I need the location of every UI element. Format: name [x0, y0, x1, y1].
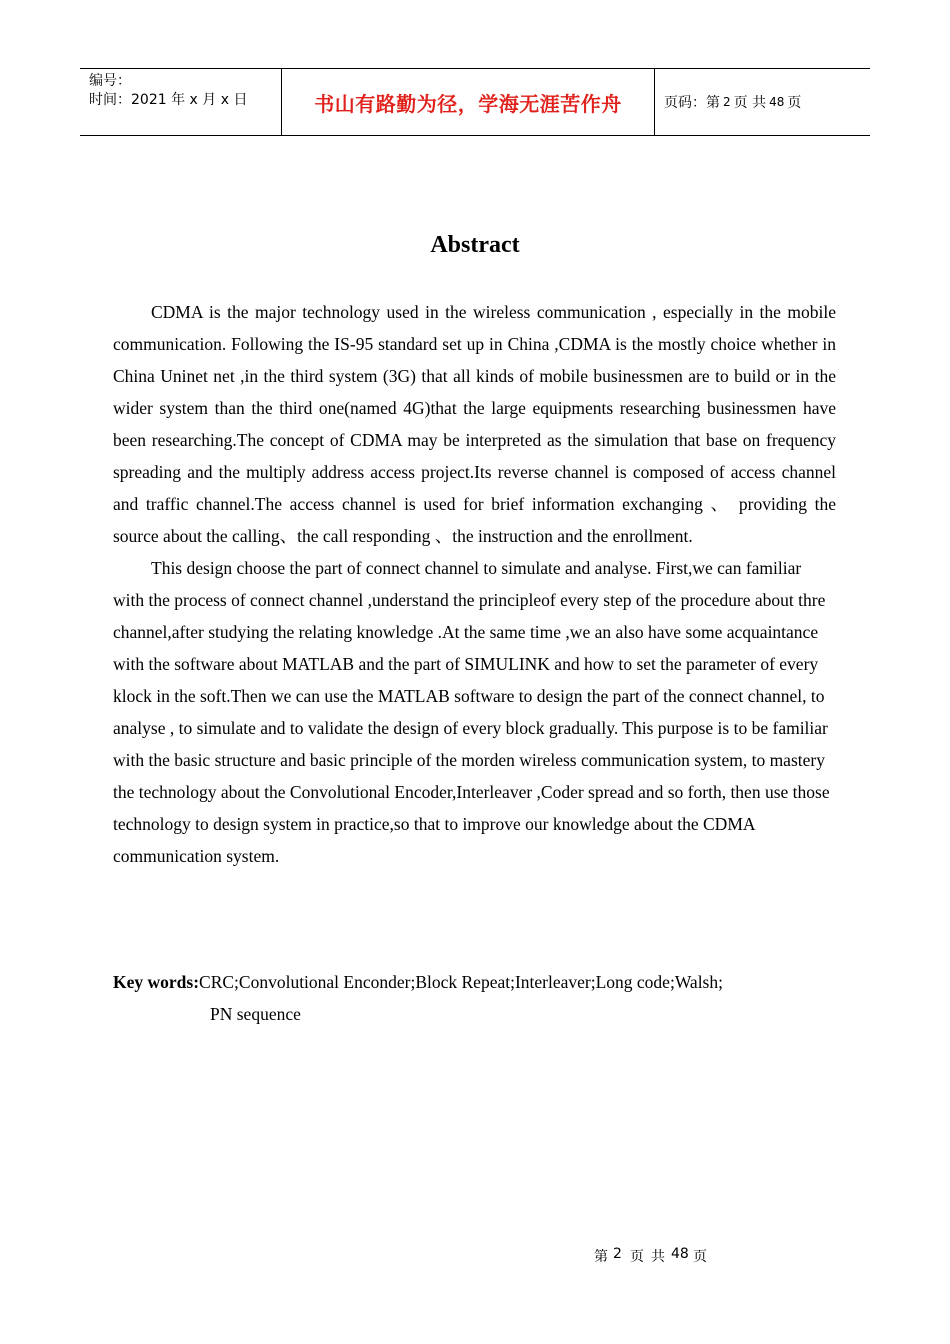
abstract-paragraph-1: CDMA is the major technology used in the wireless communication , especially in the mobile communication. Following the IS-95 standard set up in China ,CDMA is the mostly choice whether in China Uninet net ,in the third system (3G) that all kinds of mobile businessmen are to build or in the wider system than the third one(named 4G)that the large equipments researching businessmen have been researching.The concept of CDMA may be interpreted as the simulation that base on frequency spreading and the multiply address access project.Its reverse channel is composed of access channel and traffic channel.The access channel is used for brief information exchanging 、 providing the source about the calling、the call responding 、the instruction and the enrollment. [113, 302, 836, 546]
header-page-suffix: 页 [787, 95, 802, 111]
abstract-title: Abstract [430, 232, 520, 258]
document-date: 时间：2021 年 x 月 x 日 [89, 92, 248, 108]
header-motto-cell [282, 69, 655, 135]
abstract-body [113, 296, 836, 872]
footer-gong: 共 [651, 1249, 665, 1265]
header-motto: 书山有路勤为径，学海无涯苦作舟 [314, 91, 622, 116]
footer-di: 第 [594, 1249, 608, 1265]
footer-ye-2: 页 [693, 1249, 707, 1265]
footer-page-number: 2 [613, 1246, 622, 1262]
keywords-line-1: CRC;Convolutional Enconder;Block Repeat;Interleaver;Long code;Walsh; [199, 972, 723, 992]
header-page-total: 48 [769, 95, 785, 109]
header-page-number: 2 [723, 95, 731, 109]
page-header [80, 68, 870, 136]
header-meta-cell [80, 69, 282, 135]
keywords-block [113, 966, 836, 1030]
header-page-cell [655, 69, 870, 135]
footer-ye-1: 页 [630, 1249, 644, 1265]
abstract-paragraph-2: This design choose the part of connect channel to simulate and analyse. First,we can familiar with the process of connect channel ,understand the principleof every step of the procedure about thre channel,after studying the relating knowledge .At the same time ,we an also have some acquaintance with the software about MATLAB and the part of SIMULINK and how to set the parameter of every klock in the soft.Then we can use the MATLAB software to design the part of the connect channel, to analyse , to simulate and to validate the design of every block gradually. This purpose is to be familiar with the basic structure and basic principle of the morden wireless communication system, to mastery the technology about the Convolutional Encoder,Interleaver ,Coder spread and so forth, then use those technology to design system in practice,so that to improve our knowledge about the CDMA communication system. [113, 558, 830, 866]
keywords-line-2: PN sequence [210, 1004, 301, 1024]
header-page-prefix: 页码：第 [664, 95, 720, 111]
document-number-label: 编号： [89, 73, 131, 89]
header-page-mid: 页 共 [733, 95, 767, 111]
footer-total-pages: 48 [671, 1246, 689, 1262]
keywords-label: Key words: [113, 972, 200, 992]
